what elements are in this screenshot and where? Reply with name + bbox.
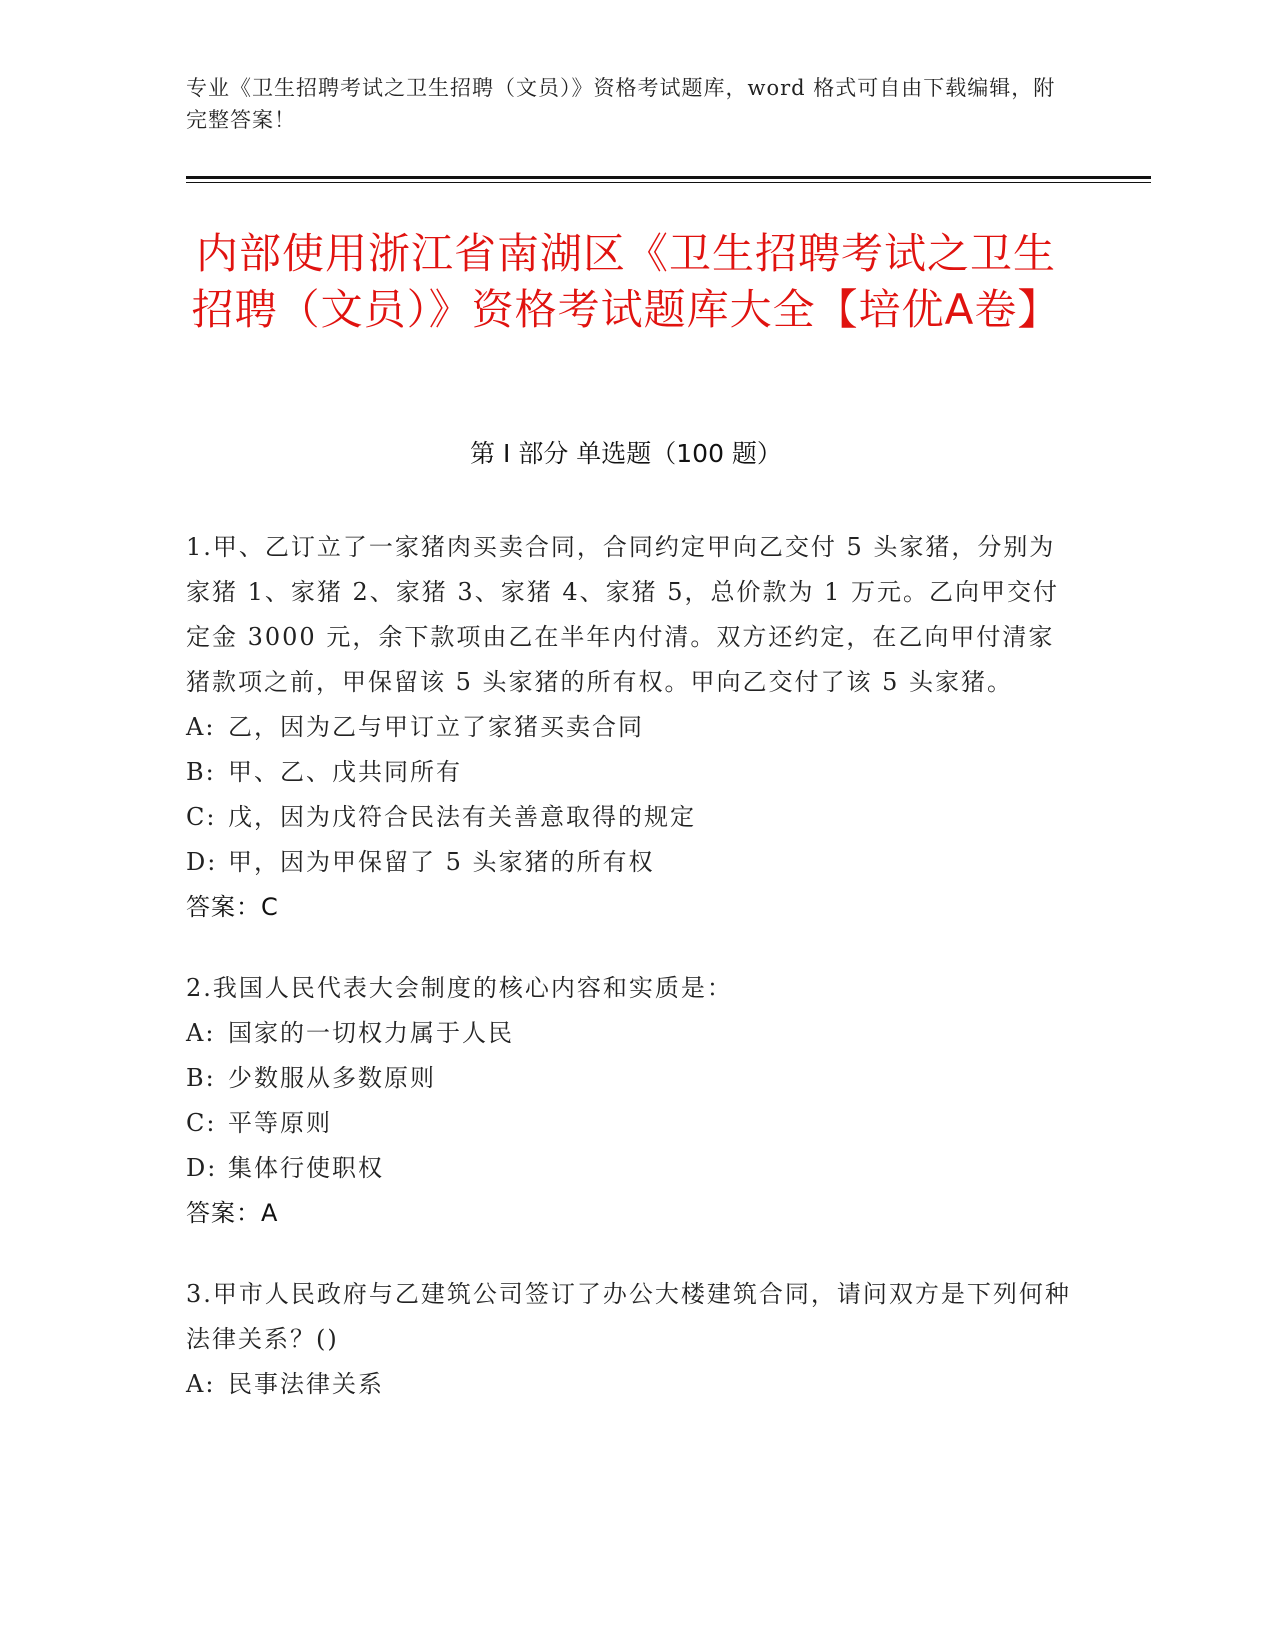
question-2	[186, 966, 1076, 1236]
question-stem: 1.甲、乙订立了一家猪肉买卖合同，合同约定甲向乙交付 5 头家猪，分别为家猪 1、家猪 2、家猪 3、家猪 4、家猪 5，总价款为 1 万元。乙向甲交付定金 3000 元，余下款项由乙在半年内付清。双方还约定，在乙向甲付清家猪款项之前，甲保留该 5 头家猪的所有权。甲向乙交付了该 5 头家猪。	[186, 533, 1060, 696]
option-text: 民事法律关系	[228, 1370, 384, 1398]
answer-value: C	[261, 893, 279, 921]
option-text: 戊，因为戊符合民法有关善意取得的规定	[228, 803, 696, 831]
answer-prefix: 答案：	[186, 893, 261, 921]
option-key: A:	[186, 1370, 216, 1398]
option-text: 甲，因为甲保留了 5 头家猪的所有权	[228, 848, 655, 876]
option-a	[186, 1362, 1076, 1407]
question-stem: 2.我国人民代表大会制度的核心内容和实质是：	[186, 974, 733, 1002]
option-c	[186, 1101, 1076, 1146]
option-key: D:	[186, 848, 218, 876]
option-key: B:	[186, 758, 216, 786]
option-text: 少数服从多数原则	[228, 1064, 436, 1092]
option-text: 甲、乙、戊共同所有	[228, 758, 462, 786]
question-list	[186, 525, 1076, 1443]
answer-prefix: 答案：	[186, 1199, 261, 1227]
option-key: A:	[186, 1019, 216, 1047]
option-d	[186, 840, 1076, 885]
option-key: C:	[186, 803, 217, 831]
document-title: 内部使用浙江省南湖区《卫生招聘考试之卫生招聘（文员）》资格考试题库大全【培优A卷】	[191, 229, 1061, 334]
answer-line	[186, 1191, 1076, 1236]
header-note: 专业《卫生招聘考试之卫生招聘（文员）》资格考试题库，word 格式可自由下载编辑，附完整答案！	[186, 76, 1056, 132]
option-key: A:	[186, 713, 216, 741]
option-b	[186, 750, 1076, 795]
answer-line	[186, 885, 1076, 930]
option-key: B:	[186, 1064, 216, 1092]
option-key: C:	[186, 1109, 217, 1137]
option-c	[186, 795, 1076, 840]
option-text: 平等原则	[228, 1109, 332, 1137]
option-a	[186, 705, 1076, 750]
question-1	[186, 525, 1076, 930]
header-rule-thick	[186, 176, 1151, 179]
option-b	[186, 1056, 1076, 1101]
question-stem: 3.甲市人民政府与乙建筑公司签订了办公大楼建筑合同，请问双方是下列何种法律关系？()	[186, 1280, 1071, 1353]
option-a	[186, 1011, 1076, 1056]
answer-value: A	[261, 1199, 279, 1227]
option-key: D:	[186, 1154, 218, 1182]
section-title: 第 I 部分 单选题（100 题）	[470, 439, 782, 468]
option-text: 集体行使职权	[228, 1154, 384, 1182]
option-text: 国家的一切权力属于人民	[228, 1019, 514, 1047]
header-rule-thin	[186, 182, 1151, 183]
option-d	[186, 1146, 1076, 1191]
question-3	[186, 1272, 1076, 1407]
option-text: 乙，因为乙与甲订立了家猪买卖合同	[228, 713, 644, 741]
